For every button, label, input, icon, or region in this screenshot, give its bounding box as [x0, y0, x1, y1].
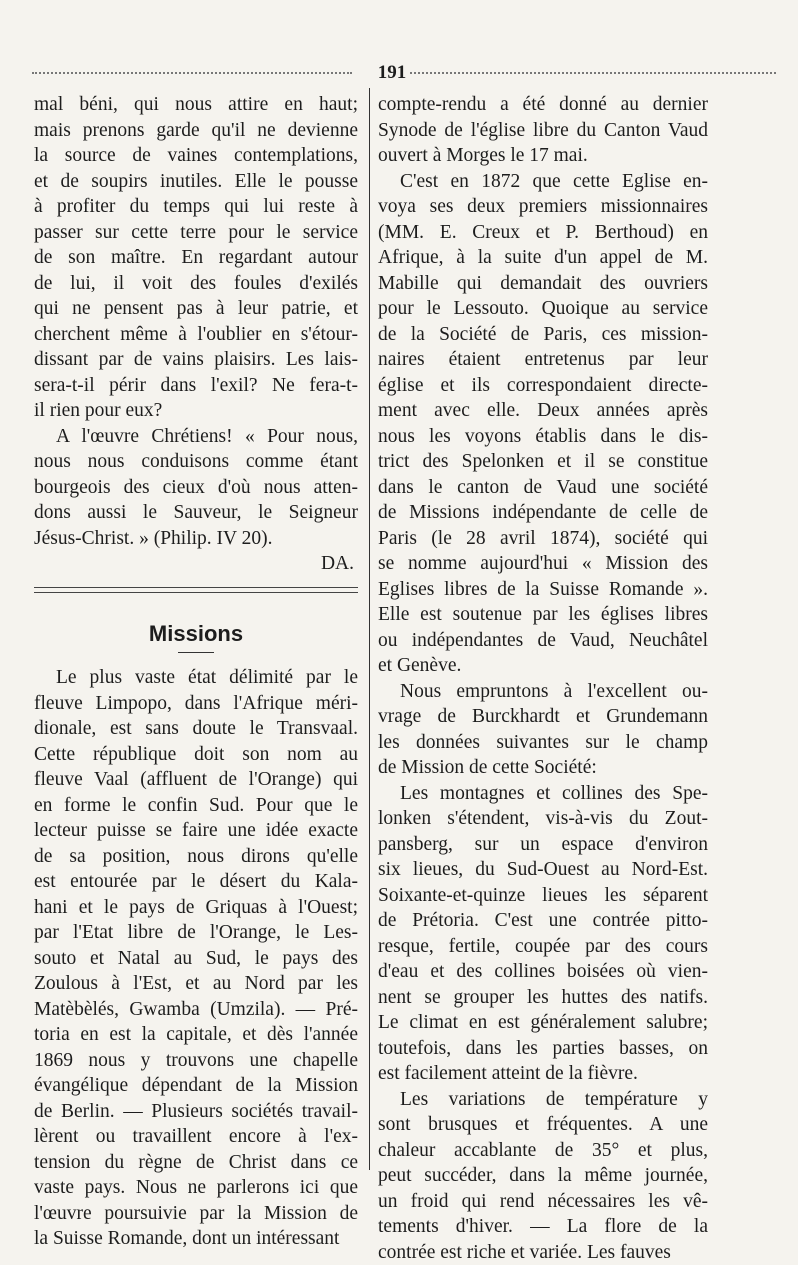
text-line: et de soupirs inutiles. Elle le pousse [34, 169, 358, 195]
text-line: pour le Lessouto. Quoique au service [378, 296, 708, 322]
text-line: Synode de l'église libre du Canton Vaud [378, 118, 708, 144]
text-line: vaste pays. Nous ne parlerons ici que [34, 1175, 358, 1201]
page-number: 191 [372, 62, 412, 84]
text-line: lecteur puisse se faire une idée exacte [34, 818, 358, 844]
text-line: Nous empruntons à l'excellent ou- [378, 679, 708, 705]
text-line: dissant par de vains plaisirs. Les lais- [34, 347, 358, 373]
text-line: nous les voyons établis dans le dis- [378, 424, 708, 450]
text-line: Cette république doit son nom au [34, 742, 358, 768]
text-line: Elle est soutenue par les églises libres [378, 602, 708, 628]
text-line: dons aussi le Sauveur, le Seigneur [34, 500, 358, 526]
text-line: vrage de Burckhardt et Grundemann [378, 704, 708, 730]
text-line: fleuve Limpopo, dans l'Afrique méri- [34, 691, 358, 717]
text-line: mais prenons garde qu'il ne devienne [34, 118, 358, 144]
text-line: est entourée par le désert du Kala- [34, 869, 358, 895]
text-line: d'eau et des collines boisées où vien- [378, 959, 708, 985]
text-line: toutefois, dans les parties basses, on [378, 1036, 708, 1062]
paragraph-climate [378, 1087, 708, 1265]
text-line: l'œuvre poursuivie par la Mission de [34, 1201, 358, 1227]
paragraph-source [378, 679, 708, 781]
text-line: Le plus vaste état délimité par le [34, 665, 358, 691]
text-line: de Mission de cette Société: [378, 755, 708, 781]
text-line: de son maître. En regardant autour [34, 245, 358, 271]
text-line: et Genève. [378, 653, 708, 679]
text-line: contrée est riche et variée. Les fauves [378, 1240, 708, 1265]
text-line: Jésus-Christ. » (Philip. IV 20). [34, 526, 358, 552]
text-line: Eglises libres de la Suisse Romande ». [378, 577, 708, 603]
text-line: à profiter du temps qui lui reste à [34, 194, 358, 220]
text-line: nent se grouper les huttes des natifs. [378, 985, 708, 1011]
text-line: Mabille qui demandait des ouvriers [378, 271, 708, 297]
text-line: Matèbèlés, Gwamba (Umzila). — Pré- [34, 997, 358, 1023]
text-line: passer sur cette terre pour le service [34, 220, 358, 246]
text-line: (MM. E. Creux et P. Berthoud) en [378, 220, 708, 246]
text-line: Paris (le 28 avril 1874), société qui [378, 526, 708, 552]
right-column [378, 92, 708, 1265]
text-line: C'est en 1872 que cette Eglise en- [378, 169, 708, 195]
text-line: souto et Natal au Sud, le pays des [34, 946, 358, 972]
text-line: Les montagnes et collines des Spe- [378, 781, 708, 807]
text-line: lonken s'étendent, vis-à-vis du Zout- [378, 806, 708, 832]
text-line: est facilement atteint de la fièvre. [378, 1061, 708, 1087]
text-line: compte-rendu a été donné au dernier [378, 92, 708, 118]
paragraph-closing-reflection [34, 92, 358, 424]
text-line: se nomme aujourd'hui « Mission des [378, 551, 708, 577]
text-line: la source de vaines contemplations, [34, 143, 358, 169]
title-underline [178, 652, 214, 653]
text-line: il rien pour eux? [34, 398, 358, 424]
text-line: mal béni, qui nous attire en haut; [34, 92, 358, 118]
text-line: ment avec elle. Deux années après [378, 398, 708, 424]
paragraph-synod-report [378, 92, 708, 169]
page-header [32, 62, 776, 84]
text-line: trict des Spelonken et il se constitue [378, 449, 708, 475]
text-line: dans le canton de Vaud une société [378, 475, 708, 501]
text-line: de la Société de Paris, ces mission- [378, 322, 708, 348]
text-line: bourgeois des cieux d'où nous atten- [34, 475, 358, 501]
text-line: resque, fertile, coupée par des cours [378, 934, 708, 960]
header-rule-left [32, 72, 352, 74]
text-line: Afrique, à la suite d'un appel de M. [378, 245, 708, 271]
text-line: hani et le pays de Griquas à l'Ouest; [34, 895, 358, 921]
text-line: Les variations de température y [378, 1087, 708, 1113]
text-line: 1869 nous y trouvons une chapelle [34, 1048, 358, 1074]
text-line: nous nous conduisons comme étant [34, 449, 358, 475]
text-line: A l'œuvre Chrétiens! « Pour nous, [34, 424, 358, 450]
text-line: ou indépendantes de Vaud, Neuchâtel [378, 628, 708, 654]
text-line: tements d'hiver. — La flore de la [378, 1214, 708, 1240]
text-line: par l'Etat libre de l'Orange, le Les- [34, 920, 358, 946]
text-line: toria en est la capitale, et dès l'année [34, 1022, 358, 1048]
text-line: de Berlin. — Plusieurs sociétés travail- [34, 1099, 358, 1125]
header-rule-right [410, 72, 776, 74]
section-title: Missions [34, 621, 358, 647]
text-line: six lieues, du Sud-Ouest au Nord-Est. [378, 857, 708, 883]
text-line: ouvert à Morges le 17 mai. [378, 143, 708, 169]
text-line: de sa position, nous dirons qu'elle [34, 844, 358, 870]
section-separator [34, 587, 358, 593]
text-line: tension du règne de Christ dans ce [34, 1150, 358, 1176]
text-line: Soixante-et-quinze lieues les séparent [378, 883, 708, 909]
text-line: naires étaient entretenus par leur [378, 347, 708, 373]
text-line: de Prétoria. C'est une contrée pitto- [378, 908, 708, 934]
text-line: de Missions indépendante de celle de [378, 500, 708, 526]
text-line: sera-t-il périr dans l'exil? Ne fera-t- [34, 373, 358, 399]
text-line: lèrent ou travaillent encore à l'ex- [34, 1124, 358, 1150]
text-line: la Suisse Romande, dont un intéressant [34, 1226, 358, 1252]
paragraph-exhortation [34, 424, 358, 552]
text-line: évangélique dépendant de la Mission [34, 1073, 358, 1099]
left-column [34, 92, 358, 1252]
text-line: dionale, est sans doute le Transvaal. [34, 716, 358, 742]
text-line: peut succéder, dans la même journée, [378, 1163, 708, 1189]
paragraph-mission-history [378, 169, 708, 679]
text-line: chaleur accablante de 35° et plus, [378, 1138, 708, 1164]
signature: DA. [34, 551, 358, 577]
paragraph-transvaal [34, 665, 358, 1252]
text-line: église et ils correspondaient directe- [378, 373, 708, 399]
text-line: voya ses deux premiers missionnaires [378, 194, 708, 220]
text-line: les données suivantes sur le champ [378, 730, 708, 756]
text-line: Le climat en est généralement salubre; [378, 1010, 708, 1036]
text-line: Zoulous à l'Est, et au Nord par les [34, 971, 358, 997]
text-line: fleuve Vaal (affluent de l'Orange) qui [34, 767, 358, 793]
text-line: un froid qui rend nécessaires les vê- [378, 1189, 708, 1215]
text-line: de lui, il voit des foules d'exilés [34, 271, 358, 297]
paragraph-spelonken [378, 781, 708, 1087]
text-line: cherchent même à l'oublier en s'étour- [34, 322, 358, 348]
text-line: sont brusques et fréquentes. A une [378, 1112, 708, 1138]
column-divider [369, 88, 370, 1170]
text-line: en forme le confin Sud. Pour que le [34, 793, 358, 819]
text-line: pansberg, sur un espace d'environ [378, 832, 708, 858]
text-line: qui ne pensent pas à leur patrie, et [34, 296, 358, 322]
